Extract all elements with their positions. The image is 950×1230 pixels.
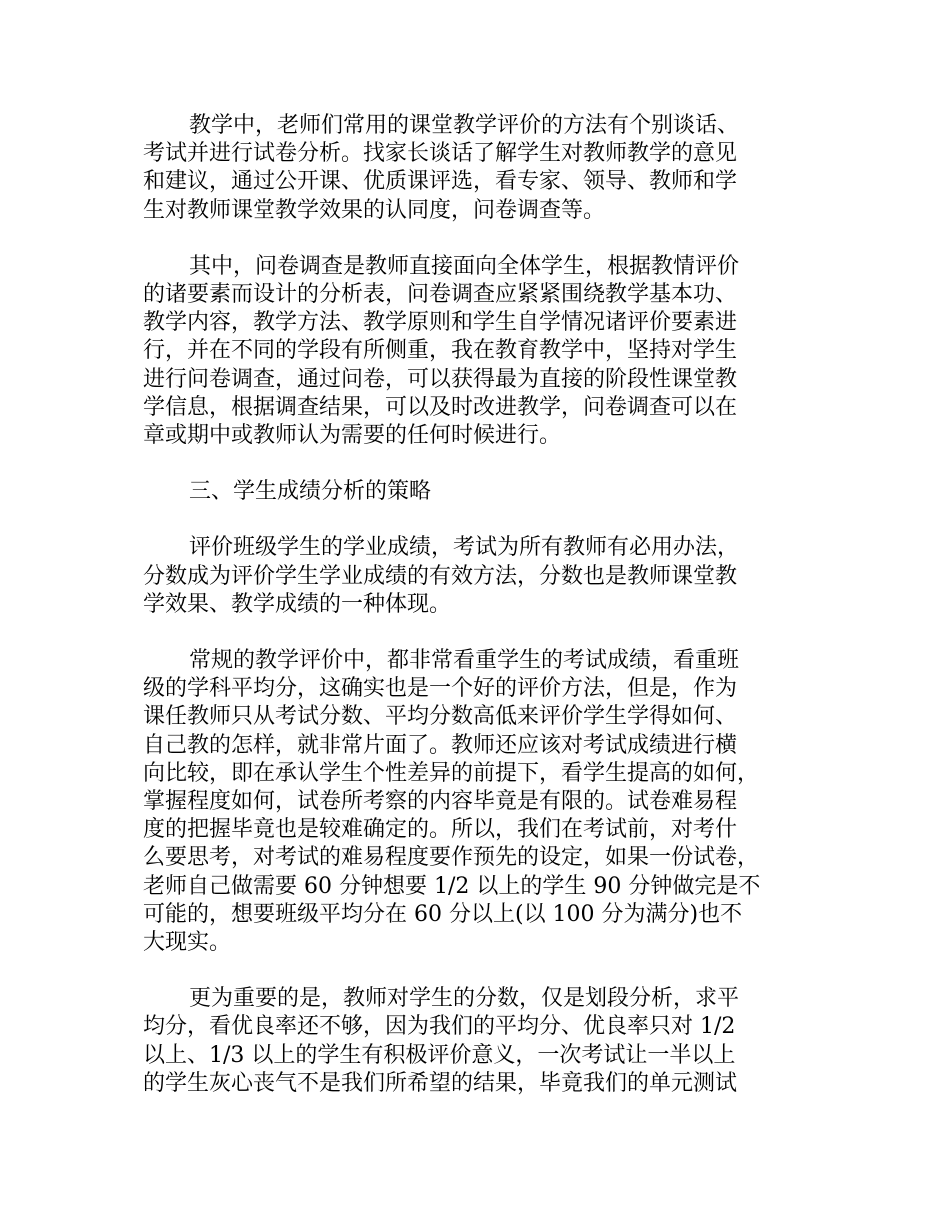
text-line: 大现实。	[143, 930, 232, 956]
paragraph-routine-evaluation	[143, 647, 819, 957]
text-line: 级的学科平均分，这确实也是一个好的评价方法，但是，作为	[143, 676, 738, 702]
text-line: 自己教的怎样，就非常片面了。教师还应该对考试成绩进行横	[143, 732, 738, 758]
text-line: 考试并进行试卷分析。找家长谈话了解学生对教师教学的意见	[143, 141, 738, 167]
text-line: 教学中，老师们常用的课堂教学评价的方法有个别谈话、	[189, 113, 740, 138]
paragraph-evaluation-methods	[143, 112, 819, 225]
paragraph-score-analysis	[143, 985, 819, 1098]
section-heading	[143, 478, 819, 506]
text-line: 评价班级学生的学业成绩，考试为所有教师有必用办法，	[189, 535, 740, 561]
text-line: 其中，问卷调查是教师直接面向全体学生，根据教情评价	[189, 253, 740, 279]
text-line: 教学内容，教学方法、教学原则和学生自学情况诸评价要素进	[143, 310, 738, 336]
text-line: 章或期中或教师认为需要的任何时候进行。	[143, 423, 562, 449]
paragraph-score-evaluation	[143, 534, 819, 619]
text-line: 进行问卷调查，通过问卷，可以获得最为直接的阶段性课堂教	[143, 366, 738, 392]
text-line: 行，并在不同的学段有所侧重，我在教育教学中，坚持对学生	[143, 338, 738, 364]
text-line: 的诸要素而设计的分析表，问卷调查应紧紧围绕教学基本功、	[143, 282, 738, 308]
text-line: 更为重要的是，教师对学生的分数，仅是划段分析，求平	[189, 986, 740, 1012]
text-line: 和建议，通过公开课、优质课评选，看专家、领导、教师和学	[143, 169, 738, 195]
document-body	[143, 112, 819, 1126]
text-line: 老师自己做需要 60 分钟想要 1/2 以上的学生 90 分钟做完是不	[143, 873, 761, 899]
text-line: 生对教师课堂教学效果的认同度，问卷调查等。	[143, 197, 606, 223]
paragraph-questionnaire	[143, 253, 819, 450]
text-line: 常规的教学评价中，都非常看重学生的考试成绩，看重班	[189, 648, 740, 674]
text-line: 分数成为评价学生学业成绩的有效方法，分数也是教师课堂教	[143, 563, 738, 589]
text-line: 向比较，即在承认学生个性差异的前提下，看学生提高的如何，	[143, 760, 760, 786]
text-line: 掌握程度如何，试卷所考察的内容毕竟是有限的。试卷难易程	[143, 789, 738, 815]
text-line: 学效果、教学成绩的一种体现。	[143, 591, 452, 617]
text-line: 可能的，想要班级平均分在 60 分以上(以 100 分为满分)也不	[143, 901, 743, 927]
section-heading-text: 三、学生成绩分析的策略	[189, 479, 432, 505]
text-line: 均分，看优良率还不够，因为我们的平均分、优良率只对 1/2	[143, 1014, 736, 1040]
text-line: 度的把握毕竟也是较难确定的。所以，我们在考试前，对考什	[143, 817, 738, 843]
text-line: 的学生灰心丧气不是我们所希望的结果，毕竟我们的单元测试	[143, 1070, 738, 1096]
text-line: 么要思考，对考试的难易程度要作预先的设定，如果一份试卷，	[143, 845, 760, 871]
text-line: 课任教师只从考试分数、平均分数高低来评价学生学得如何、	[143, 704, 738, 730]
text-line: 学信息，根据调查结果，可以及时改进教学，问卷调查可以在	[143, 394, 738, 420]
text-line: 以上、1/3 以上的学生有积极评价意义，一次考试让一半以上	[143, 1042, 736, 1068]
